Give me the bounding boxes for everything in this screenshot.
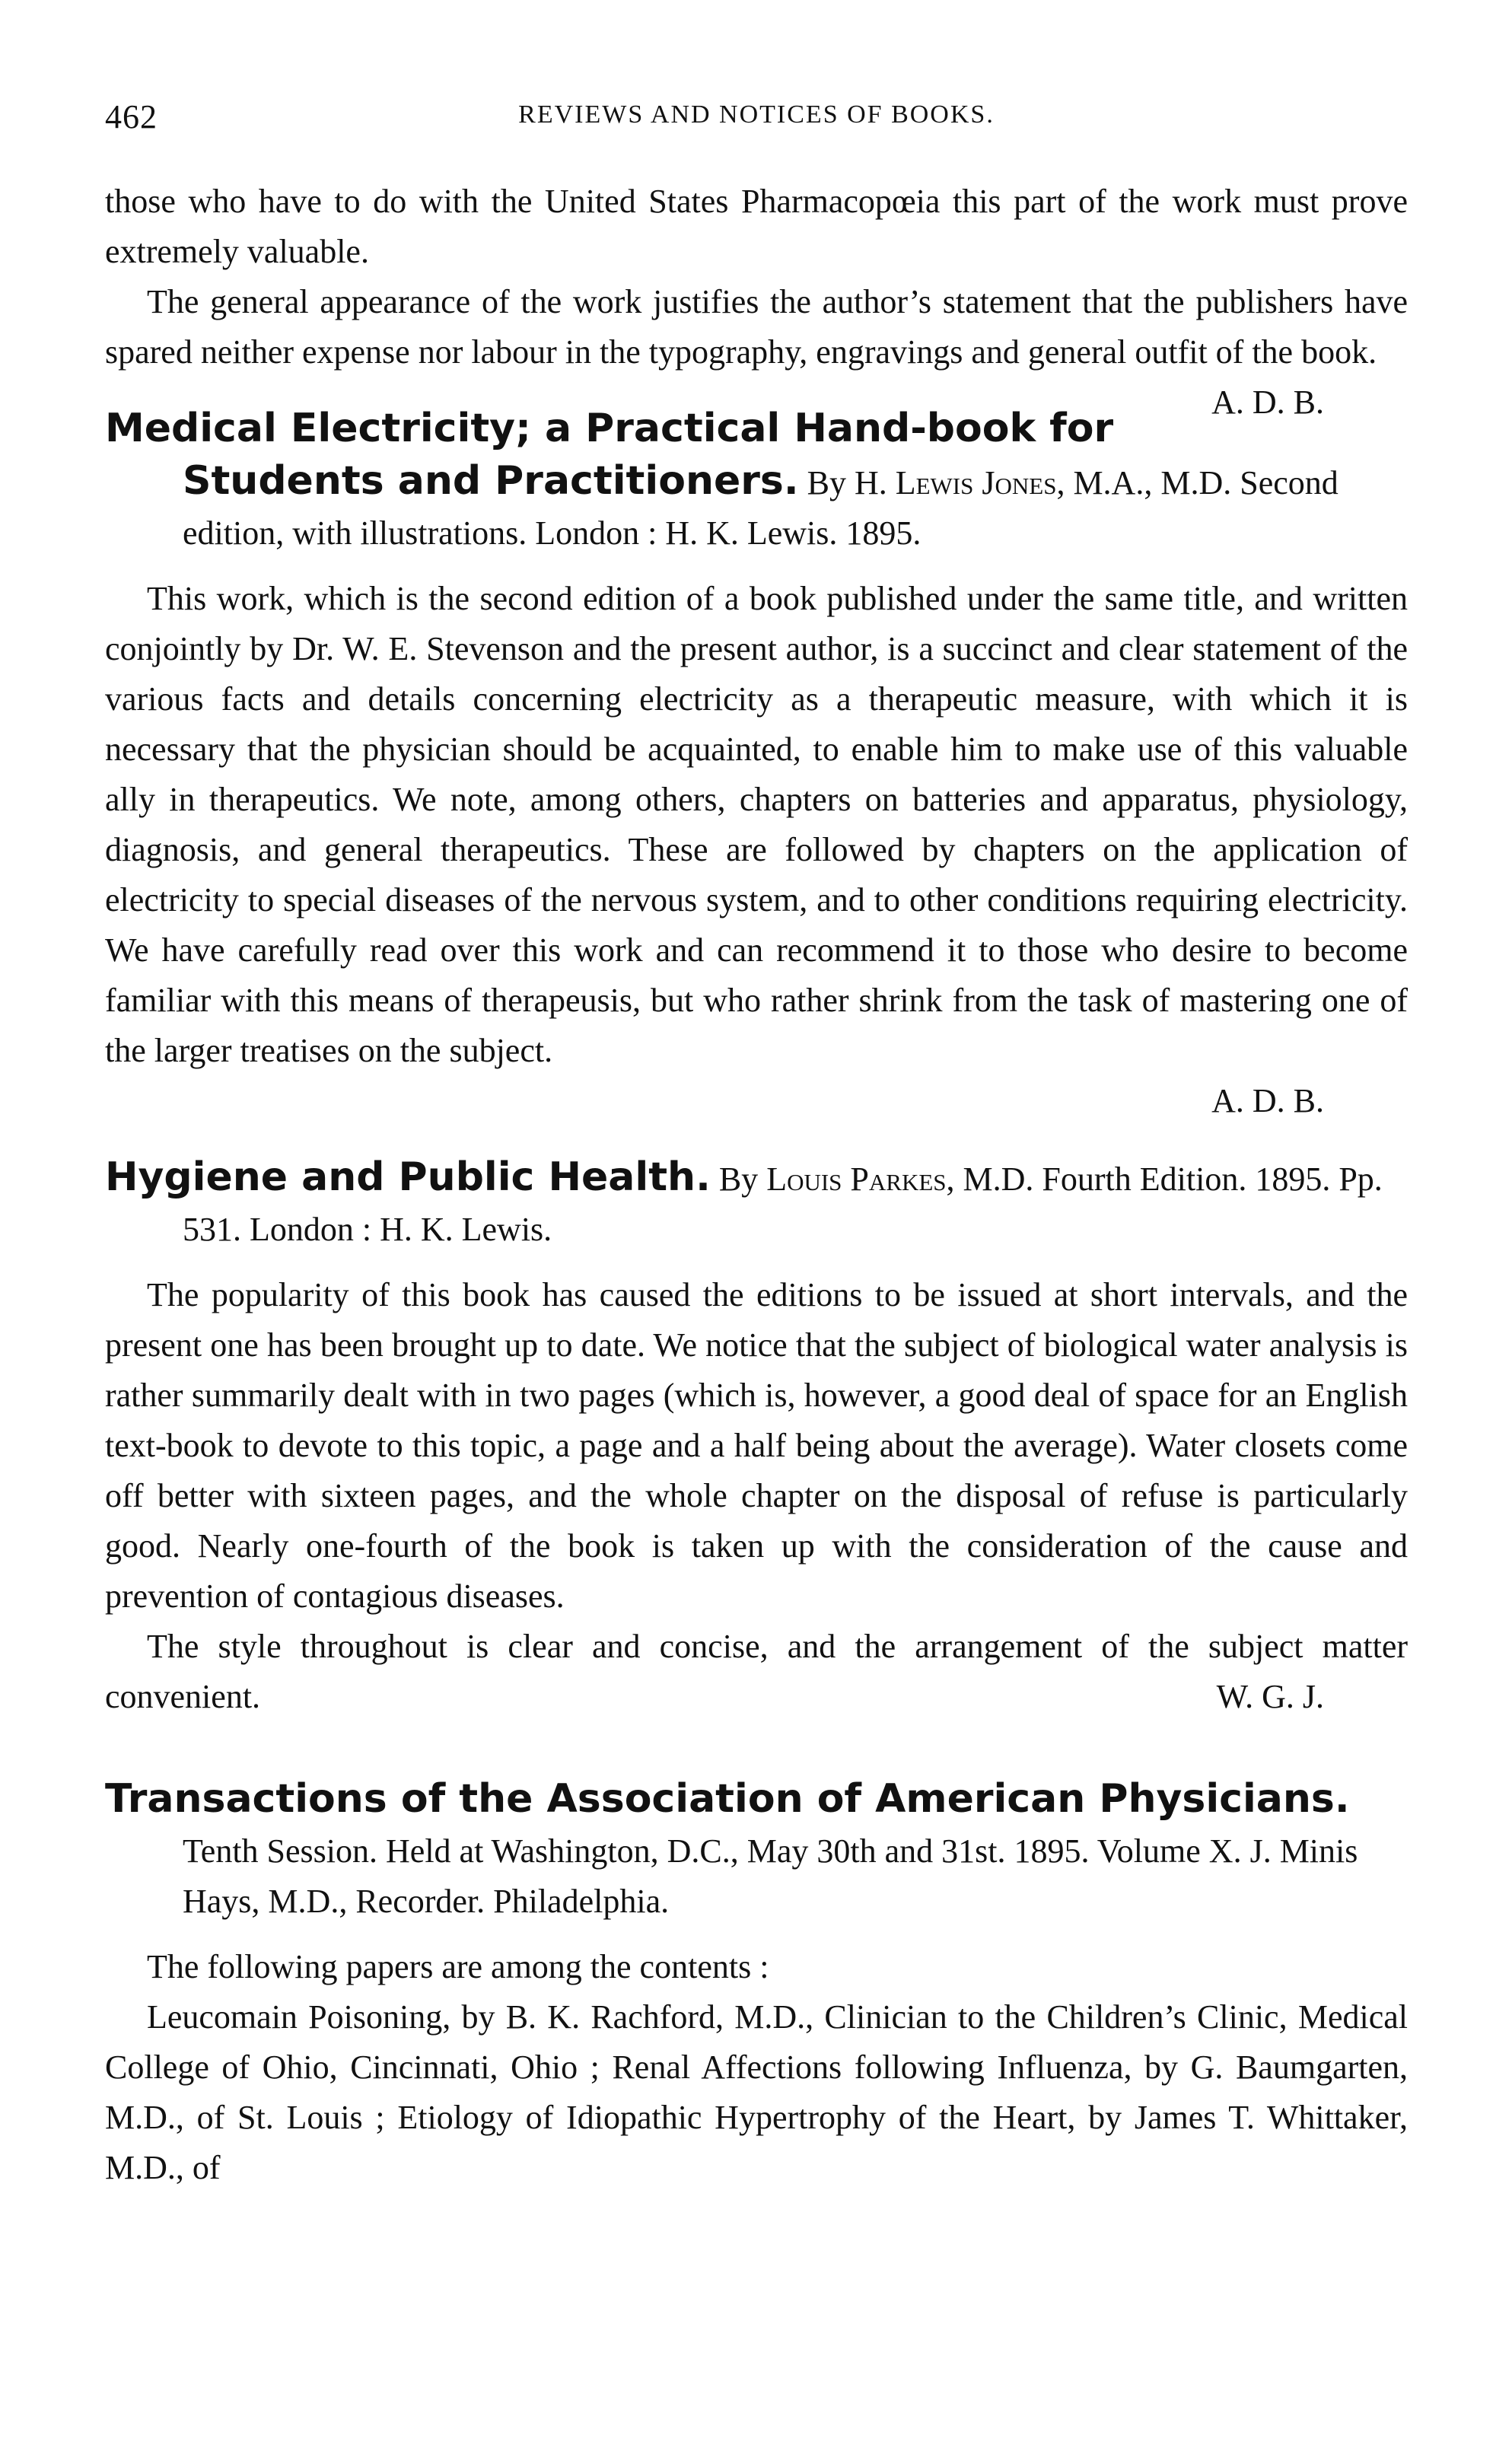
book-author: Louis Parkes <box>766 1160 947 1198</box>
reviewer-signature: A. D. B. <box>1211 1082 1324 1119</box>
review-paragraph <box>105 277 1408 421</box>
reviewer-signature: A. D. B. <box>1211 384 1324 421</box>
review-transactions-aap <box>105 1774 1408 2193</box>
by-label: By H. <box>807 464 887 501</box>
book-author: Lewis Jones <box>895 464 1057 501</box>
book-citation <box>105 1152 1408 1255</box>
book-title: Transactions of the Association of American Physicians. <box>105 1776 1350 1822</box>
review-hygiene-public-health <box>105 1152 1408 1722</box>
section-gap <box>105 1722 1408 1748</box>
page-content <box>105 177 1408 2193</box>
contents-list: Leucomain Poisoning, by B. K. Rachford, M.D., Clinician to the Children’s Clinic, Medical College of Ohio, Cincinnati, Ohio ; Renal Affections following Influenza, by G. Baumgarten, M.D., of St. Louis ; Etiology of Idiopathic Hypertrophy of the Heart, by James T. Whittaker, M.D., of <box>105 1998 1408 2186</box>
contents-intro: The following papers are among the contents : <box>147 1948 769 1985</box>
review-text: The style throughout is clear and concise, and the arrangement of the subject matter convenient. <box>105 1628 1408 1715</box>
page-number: 462 <box>105 98 158 135</box>
book-citation <box>105 1774 1408 1927</box>
review-paragraph <box>105 1622 1408 1722</box>
review-medical-electricity <box>105 403 1408 1126</box>
page-header <box>105 90 1408 135</box>
running-title: REVIEWS AND NOTICES OF BOOKS. <box>518 100 995 129</box>
by-label: By <box>718 1160 759 1198</box>
review-paragraph: This work, which is the second edition of a book published under the same title, and written conjointly by Dr. W. E. Stevenson and the present author, is a succinct and clear statement of the various facts and details concerning electricity as a therapeutic measure, with which it is necessary that the physician should be acquainted, to enable him to make use of this valuable ally in therapeutics. We note, among others, chapters on batteries and apparatus, physiology, diagnosis, and general therapeutics. These are followed by chapters on the application of electricity to special diseases of the nervous system, and to other conditions requiring electricity. We have carefully read over this work and can recommend it to those who desire to become familiar with this means of therapeusis, but who rather shrink from the task of mastering one of the larger treatises on the subject. <box>105 580 1408 1069</box>
book-details: , M.A., M.D. Second edition, with illustrations. London : H. K. Lewis. 1895. <box>183 464 1339 552</box>
continued-paragraph: those who have to do with the United States Pharmacopœia this part of the work must prove extremely valuable. <box>105 183 1408 270</box>
review-paragraph: The popularity of this book has caused the editions to be issued at short intervals, and the present one has been brought up to date. We notice that the subject of biological water analysis is rather summarily dealt with in two pages (which is, however, a good deal of space for an English text-book to devote to this topic, a page and a half being about the average). Water closets come off better with sixteen pages, and the whole chapter on the disposal of refuse is particularly good. Nearly one-fourth of the book is taken up with the consideration of the cause and prevention of contagious diseases. <box>105 1276 1408 1615</box>
book-details: Tenth Session. Held at Washington, D.C., May 30th and 31st. 1895. Volume X. J. Minis Hays, M.D., Recorder. Philadelphia. <box>183 1832 1358 1920</box>
book-title: Medical Electricity; a Practical Hand-book for Students and Practitioners. <box>105 406 1114 504</box>
book-title: Hygiene and Public Health. <box>105 1154 711 1200</box>
book-details: , M.D. Fourth Edition. 1895. Pp. 531. London : H. K. Lewis. <box>183 1160 1383 1248</box>
review-pharmacopoeia-continuation <box>105 177 1408 421</box>
reviewer-signature: W. G. J. <box>1216 1678 1324 1715</box>
review-text: The general appearance of the work justifies the author’s statement that the publishers have spared neither expense nor labour in the typography, engravings and general outfit of the book. <box>105 283 1408 371</box>
